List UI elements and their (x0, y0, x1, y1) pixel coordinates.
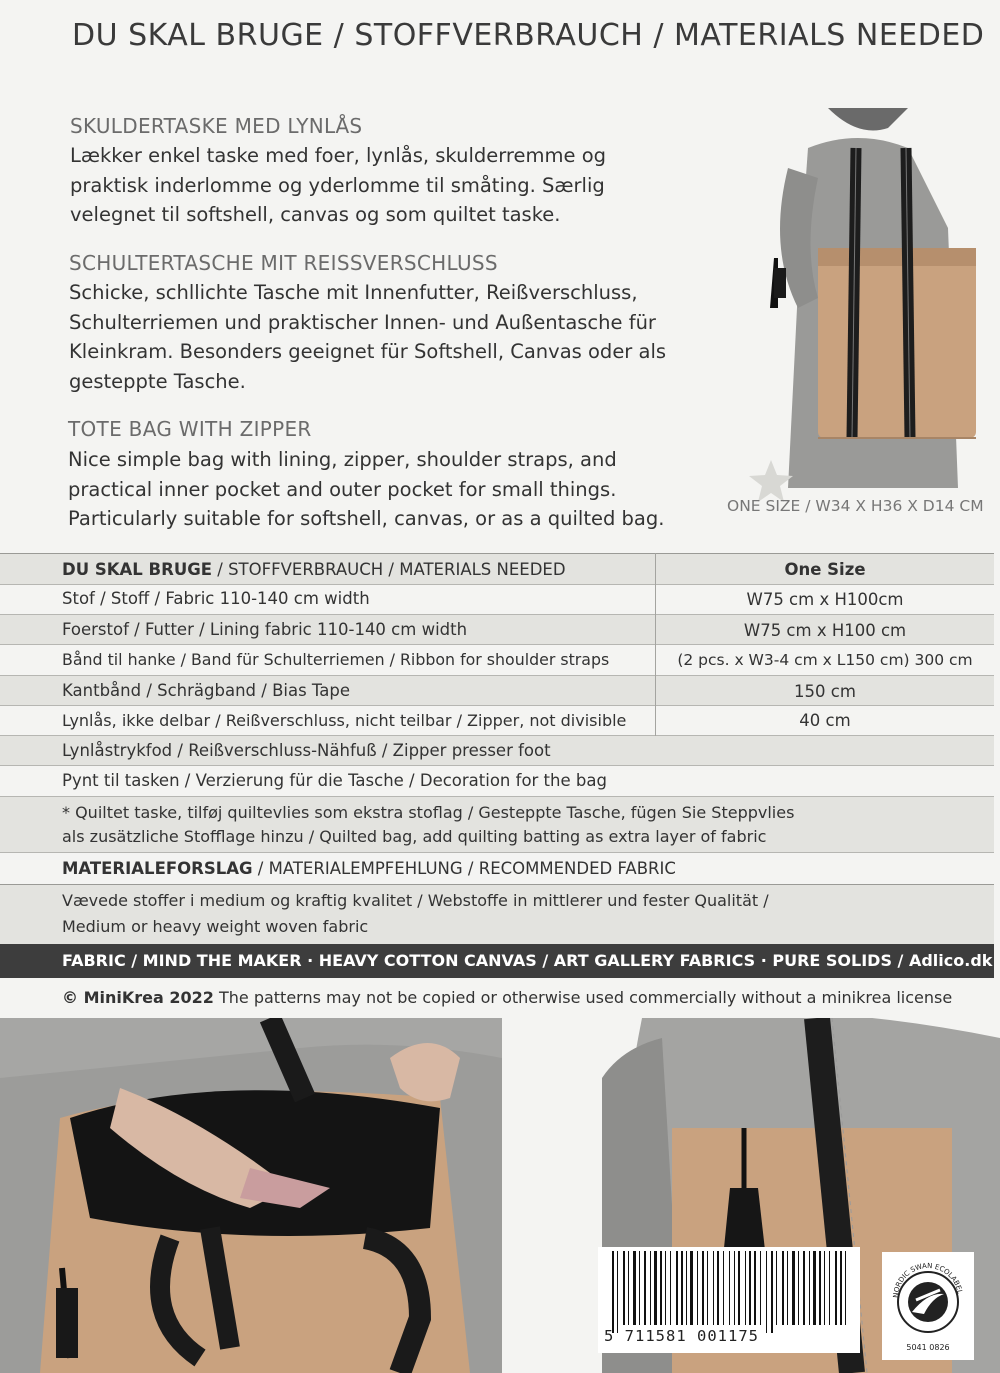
table-header-bold: DU SKAL BRUGE (62, 560, 213, 579)
barcode-bar (787, 1251, 788, 1325)
text-line: gesteppte Tasche. (69, 369, 246, 393)
row-label: Pynt til tasken / Verzierung für die Tasche / Decoration for the bag (62, 771, 607, 790)
text-line: Schulterriemen und praktischer Innen- und Außentasche für (69, 310, 656, 334)
text-line: practical inner pocket and outer pocket for small things. (68, 477, 617, 501)
barcode-bar (644, 1251, 646, 1325)
row-label: Kantbånd / Schrägband / Bias Tape (62, 681, 351, 700)
note-line: * Quiltet taske, tilføj quiltevlies som ekstra stoflag / Gesteppte Tasche, fügen Sie Steppvlies (62, 803, 795, 822)
row-value: (2 pcs. x W3-4 cm x L150 cm) 300 cm (677, 651, 973, 669)
barcode-bar (639, 1251, 640, 1325)
barcode-bar (723, 1251, 724, 1325)
barcode-bar (734, 1251, 735, 1325)
barcode-bar (650, 1251, 651, 1325)
barcode-bar (754, 1251, 756, 1325)
table-header-row (0, 553, 994, 585)
barcode-bar (633, 1251, 636, 1325)
product-photo-shoulder (748, 108, 980, 488)
barcode-bar (809, 1251, 810, 1325)
barcode-bar (628, 1251, 629, 1325)
barcode-bar (760, 1251, 761, 1325)
row-label: Lynlås, ikke delbar / Reißverschluss, nicht teilbar / Zipper, not divisible (62, 711, 627, 730)
note-line: als zusätzliche Stofflage hinzu / Quilted bag, add quilting batting as extra layer of fabric (62, 827, 767, 846)
rec-line: Vævede stoffer i medium og kraftig kvalitet / Webstoffe in mittlerer und fester Qualität / (62, 891, 769, 910)
table-recommend-row (0, 885, 994, 945)
barcode-bar (835, 1251, 837, 1325)
section-heading-english: TOTE BAG WITH ZIPPER (68, 417, 312, 441)
barcode-bar (813, 1251, 816, 1325)
barcode-bar (702, 1251, 704, 1325)
text-line: praktisk inderlomme og yderlomme til småting. Særlig (70, 173, 605, 197)
fabric-info: FABRIC / MIND THE MAKER · HEAVY COTTON CANVAS / ART GALLERY FABRICS · PURE SOLIDS / Adlico.dk (62, 951, 993, 970)
barcode-bar (660, 1251, 662, 1325)
barcode-number: 5 711581 001175 (604, 1327, 759, 1345)
page-title: DU SKAL BRUGE / STOFFVERBRAUCH / MATERIALS NEEDED (72, 18, 985, 53)
barcode-bar (612, 1251, 614, 1333)
row-label: Foerstof / Futter / Lining fabric 110-140 cm width (62, 620, 468, 639)
section-body-english (68, 445, 748, 534)
row-value: 40 cm (799, 711, 851, 730)
ecolabel-code: 5041 0826 (906, 1343, 950, 1352)
table-header-rest: / STOFFVERBRAUCH / MATERIALS NEEDED (212, 560, 566, 579)
barcode-bar (623, 1251, 625, 1325)
size-column-header: One Size (784, 560, 866, 579)
barcode-bar (670, 1251, 671, 1325)
rec-rest: / MATERIALEMPFEHLUNG / RECOMMENDED FABRIC (252, 859, 676, 878)
column-divider (655, 553, 656, 736)
table-row (0, 736, 994, 766)
barcode-bar (617, 1251, 618, 1333)
barcode-bar (819, 1251, 821, 1325)
barcode-bar (803, 1251, 805, 1325)
section-body-danish (70, 141, 750, 230)
barcode-bar (713, 1251, 714, 1325)
text-line: velegnet til softshell, canvas og som quiltet taske. (70, 203, 561, 226)
row-value: 150 cm (794, 682, 856, 701)
table-row (0, 645, 994, 676)
barcode-bar (798, 1251, 799, 1325)
rec-bold: MATERIALEFORSLAG (62, 859, 253, 878)
barcode-bar (782, 1251, 784, 1325)
barcode-bar (776, 1251, 777, 1325)
row-label: Stof / Stoff / Fabric 110-140 cm width (62, 589, 370, 608)
copyright-rest: The patterns may not be copied or otherwise used commercially without a minikrea license (213, 988, 953, 1007)
ecolabel-ring-text: NORDIC SWAN ECOLABEL (891, 1261, 964, 1299)
section-body-german (69, 278, 749, 396)
barcode-bar (681, 1251, 683, 1325)
barcode-bar (690, 1251, 693, 1325)
section-heading-german: SCHULTERTASCHE MIT REISSVERSCHLUSS (69, 251, 498, 275)
barcode-bar (845, 1251, 846, 1325)
barcode-bar (792, 1251, 795, 1325)
barcode-bar (654, 1251, 657, 1325)
barcode-bar (749, 1251, 751, 1325)
barcode-bar (697, 1251, 698, 1325)
text-line: Nice simple bag with lining, zipper, shoulder straps, and (68, 448, 617, 471)
text-line: Lækker enkel taske med foer, lynlås, skulderremme og (70, 144, 607, 167)
barcode-bar (824, 1251, 825, 1325)
rec-line: Medium or heavy weight woven fabric (62, 917, 369, 936)
table-row (0, 676, 994, 706)
section-heading-danish: SKULDERTASKE MED LYNLÅS (70, 114, 363, 138)
table-row (0, 766, 994, 797)
barcode-bar (676, 1251, 678, 1325)
nordic-swan-ecolabel-icon (882, 1252, 974, 1360)
barcode-bar (738, 1251, 740, 1325)
size-info: ONE SIZE / W34 X H36 X D14 CM (727, 497, 984, 515)
text-line: Particularly suitable for softshell, canvas, or as a quilted bag. (68, 507, 665, 530)
barcode-bar (729, 1251, 730, 1325)
copyright-bold: © MiniKrea 2022 (62, 988, 214, 1007)
barcode-bar (717, 1251, 719, 1325)
barcode-bar (829, 1251, 830, 1325)
table-note-row (0, 797, 994, 853)
barcode-bar (745, 1251, 746, 1325)
row-value: W75 cm x H100cm (746, 590, 904, 609)
product-photo-open-bag (0, 1018, 502, 1373)
table-row (0, 615, 994, 645)
barcode-bar (840, 1251, 842, 1325)
barcode-bar (707, 1251, 708, 1325)
text-line: Schicke, schllichte Tasche mit Innenfutter, Reißverschluss, (69, 281, 638, 304)
barcode-bar (686, 1251, 687, 1325)
barcode-bar (766, 1251, 767, 1333)
table-row (0, 706, 994, 736)
table-row (0, 853, 994, 885)
row-label: Lynlåstrykfod / Reißverschluss-Nähfuß / Zipper presser foot (62, 741, 551, 760)
copyright-notice (62, 988, 952, 1007)
table-row (0, 585, 994, 615)
text-line: Kleinkram. Besonders geeignet für Softshell, Canvas oder als (69, 340, 667, 363)
barcode-bar (665, 1251, 666, 1325)
row-value: W75 cm x H100 cm (743, 621, 907, 640)
barcode-bar (771, 1251, 773, 1333)
row-label: Bånd til hanke / Band für Schulterriemen / Ribbon for shoulder straps (62, 650, 610, 669)
